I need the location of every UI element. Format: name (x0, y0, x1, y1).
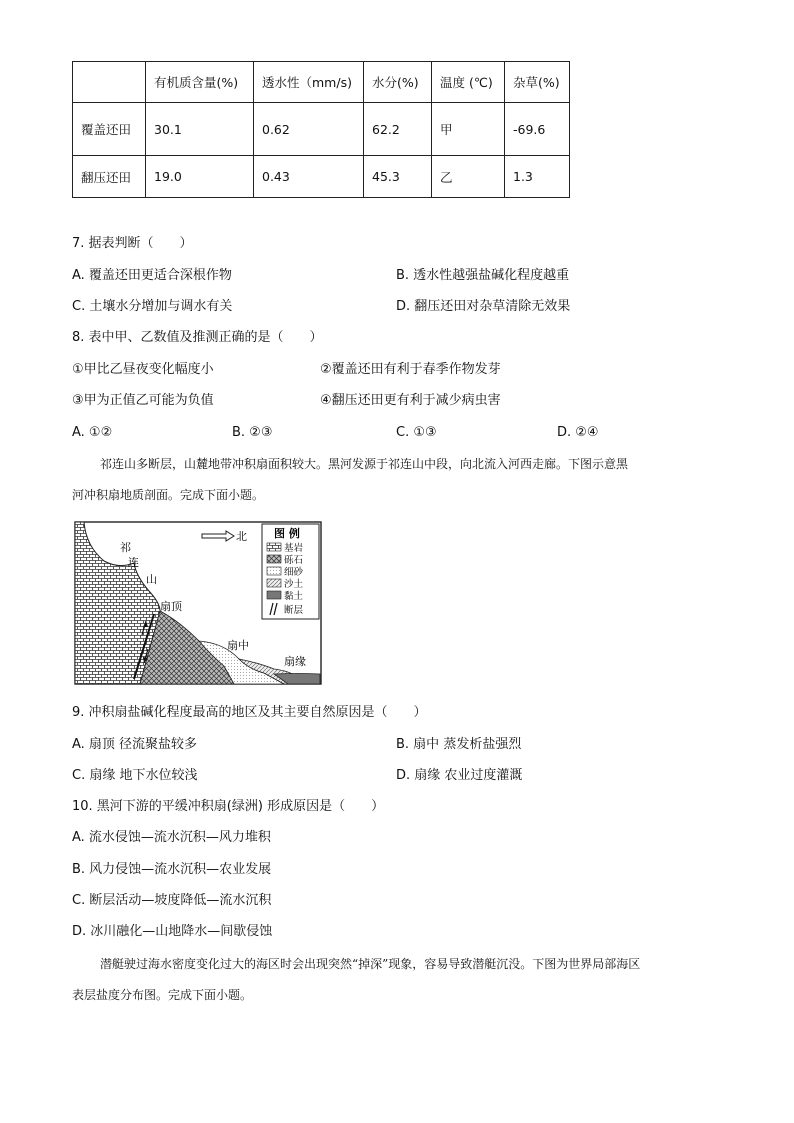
legend-swatch-sandy-soil (267, 579, 281, 587)
table-header-cell: 水分(%) (364, 62, 432, 103)
legend-label: 细砂 (284, 567, 304, 578)
mountain-label-char: 连 (128, 556, 139, 569)
table-cell: -69.6 (505, 103, 570, 156)
q8-option-a[interactable]: A. ①② (72, 425, 113, 440)
table-cell: 19.0 (146, 156, 254, 198)
table-header-cell: 透水性（mm/s) (254, 62, 364, 103)
q7-option-a[interactable]: A. 覆盖还田更适合深根作物 (72, 268, 232, 283)
legend-swatch-clay (267, 591, 281, 599)
q10-option-c[interactable]: C. 断层活动—坡度降低—流水沉积 (72, 893, 272, 908)
q8-option-d[interactable]: D. ②④ (557, 425, 599, 440)
legend-label: 沙土 (284, 579, 304, 590)
table-cell: 乙 (432, 156, 505, 198)
legend-label: 砾石 (284, 555, 304, 566)
table-cell: 甲 (432, 103, 505, 156)
passage-1-line-1: 祁连山多断层，山麓地带冲积扇面积较大。黑河发源于祁连山中段，向北流入河西走廊。下图示意黑 (100, 457, 629, 471)
fan-edge-label: 扇缘 (284, 655, 306, 668)
legend-title: 图 例 (274, 527, 300, 540)
table-row (73, 103, 570, 156)
table-row-label: 翻压还田 (73, 156, 146, 198)
table-header-cell: 杂草(%) (505, 62, 570, 103)
table-cell: 1.3 (505, 156, 570, 198)
table-cell: 62.2 (364, 103, 432, 156)
q7-option-d[interactable]: D. 翻压还田对杂草清除无效果 (396, 299, 571, 314)
table-row (73, 156, 570, 198)
table-header-cell: 温度 (℃) (432, 62, 505, 103)
table-cell: 0.62 (254, 103, 364, 156)
fan-top-label: 扇顶 (160, 600, 182, 613)
q8-option-c[interactable]: C. ①③ (396, 425, 437, 440)
data-table (72, 61, 570, 198)
mountain-label-char: 祁 (120, 541, 131, 554)
q8-option-b[interactable]: B. ②③ (232, 425, 273, 440)
legend-swatch-gravel (267, 555, 281, 563)
table-header-row (73, 62, 570, 103)
passage-1-line-2: 河冲积扇地质剖面。完成下面小题。 (72, 488, 265, 502)
legend-swatch-bedrock (267, 543, 281, 551)
q10-option-d[interactable]: D. 冰川融化—山地降水—间歇侵蚀 (72, 924, 273, 939)
alluvial-fan-section-figure (74, 521, 324, 688)
q8-stem: 8. 表中甲、乙数值及推测正确的是（ ） (72, 330, 323, 345)
legend-label: 黏土 (284, 591, 304, 602)
q8-statement-3: ③甲为正值乙可能为负值 (72, 393, 214, 408)
q7-option-b[interactable]: B. 透水性越强盐碱化程度越重 (396, 268, 570, 283)
q8-statement-2: ②覆盖还田有利于春季作物发芽 (320, 362, 501, 377)
table-cell: 45.3 (364, 156, 432, 198)
table-row-label: 覆盖还田 (73, 103, 146, 156)
q8-statement-1: ①甲比乙昼夜变化幅度小 (72, 362, 214, 377)
mountain-label-char: 山 (146, 573, 157, 586)
q10-option-b[interactable]: B. 风力侵蚀—流水沉积—农业发展 (72, 862, 272, 877)
fan-middle-label: 扇中 (227, 639, 249, 652)
table-cell: 0.43 (254, 156, 364, 198)
table-header-cell: 有机质含量(%) (146, 62, 254, 103)
passage-2-line-1: 潜艇驶过海水密度变化过大的海区时会出现突然“掉深”现象，容易导致潜艇沉没。下图为世界局部海区 (100, 957, 641, 971)
north-label: 北 (236, 530, 247, 543)
q7-stem: 7. 据表判断（ ） (72, 236, 193, 251)
legend-label: 基岩 (284, 543, 304, 554)
q7-option-c[interactable]: C. 土壤水分增加与调水有关 (72, 299, 233, 314)
q9-option-d[interactable]: D. 扇缘 农业过度灌溉 (396, 768, 523, 783)
q10-stem: 10. 黑河下游的平缓冲积扇(绿洲) 形成原因是（ ） (72, 799, 385, 814)
q9-option-a[interactable]: A. 扇顶 径流聚盐较多 (72, 737, 198, 752)
q9-option-b[interactable]: B. 扇中 蒸发析盐强烈 (396, 737, 522, 752)
q8-statement-4: ④翻压还田更有利于减少病虫害 (320, 393, 501, 408)
q9-stem: 9. 冲积扇盐碱化程度最高的地区及其主要自然原因是（ ） (72, 705, 427, 720)
table-cell: 30.1 (146, 103, 254, 156)
legend-label: 断层 (284, 605, 304, 616)
q9-option-c[interactable]: C. 扇缘 地下水位较浅 (72, 768, 198, 783)
legend-swatch-fine-sand (267, 567, 281, 575)
passage-2-line-2: 表层盐度分布图。完成下面小题。 (72, 988, 253, 1002)
q10-option-a[interactable]: A. 流水侵蚀—流水沉积—风力堆积 (72, 830, 271, 845)
table-header-cell (73, 62, 146, 103)
legend (262, 524, 319, 619)
